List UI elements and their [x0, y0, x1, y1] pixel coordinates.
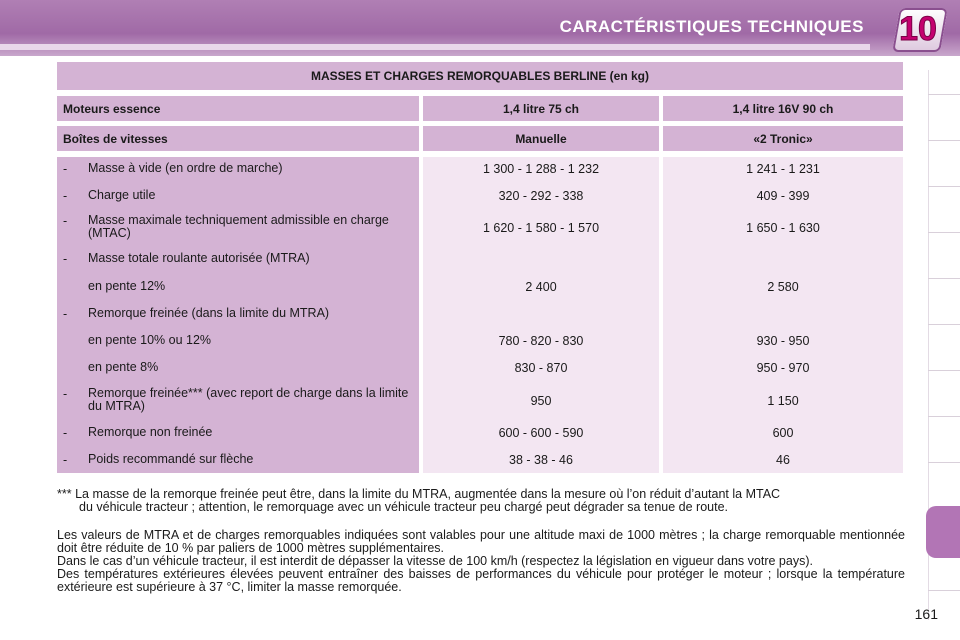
side-tab[interactable] [928, 370, 960, 371]
row-value-col2: 1 241 - 1 231 [746, 162, 820, 176]
gearbox-label: Boîtes de vitesses [57, 126, 419, 151]
row-value-col1: 38 - 38 - 46 [509, 453, 573, 467]
side-tab[interactable] [928, 590, 960, 591]
row-value-col2: 600 [772, 426, 794, 440]
row-label: Remorque freinée (dans la limite du MTRA) [88, 306, 330, 320]
engine-label: Moteurs essence [57, 96, 419, 121]
row-value-col2: 409 - 399 [756, 189, 810, 203]
row-label: Charge utile [88, 188, 156, 202]
row-dash: - [63, 252, 68, 266]
note-altitude: Les valeurs de MTRA et de charges remorquables indiquées sont valables pour une altitude maxi de 1000 mètres ; la charge remorquable mentionnée doit être réduite de 10 % par paliers de 1000 mètres supplémentaires. [57, 528, 905, 555]
row-label: Remorque non freinée [88, 425, 213, 439]
row-label: en pente 8% [88, 360, 159, 374]
gearbox-col1: Manuelle [423, 126, 659, 151]
footnote [57, 488, 905, 514]
side-tab[interactable] [928, 462, 960, 463]
engine-col1: 1,4 litre 75 ch [423, 96, 659, 121]
side-tab[interactable] [928, 416, 960, 417]
row-value-col1: 2 400 [525, 280, 557, 294]
row-label: Masse à vide (en ordre de marche) [88, 161, 283, 175]
footnote-line-2: du véhicule tracteur ; attention, le remorquage avec un véhicule tracteur peu chargé peut dégrader sa tenue de route. [79, 500, 729, 514]
row-label: en pente 12% [88, 279, 166, 293]
row-label: Masse maximale techniquement admissible en charge (MTAC) [88, 213, 389, 240]
gearbox-col2: «2 Tronic» [663, 126, 903, 151]
page-number: 161 [914, 606, 938, 622]
side-tab[interactable] [928, 232, 960, 233]
row-dash: - [63, 426, 68, 440]
row-dash: - [63, 307, 68, 321]
note-temperature: Des températures extérieures élevées peuvent entraîner des baisses de performances du véhicule pour protéger le moteur ; lorsque la température extérieure est supérieure à 37 °C, limiter la masse remorquée. [57, 567, 905, 594]
row-value-col1: 1 300 - 1 288 - 1 232 [482, 162, 600, 176]
chapter-number: 10 [899, 10, 937, 48]
engine-col2: 1,4 litre 16V 90 ch [663, 96, 903, 121]
notes-paragraphs [57, 529, 905, 594]
row-value-col2: 46 [776, 453, 790, 467]
row-value-col2: 1 150 [767, 394, 799, 408]
note-speed: Dans le cas d’un véhicule tracteur, il est interdit de dépasser la vitesse de 100 km/h (respectez la législation en vigueur dans votre pays). [57, 554, 813, 568]
row-dash: - [63, 387, 68, 401]
page-title: CARACTÉRISTIQUES TECHNIQUES [559, 17, 864, 36]
row-label: Poids recommandé sur flèche [88, 452, 254, 466]
side-tab[interactable] [928, 278, 960, 279]
row-value-col1: 1 620 - 1 580 - 1 570 [482, 221, 600, 235]
row-value-col2: 2 580 [767, 280, 799, 294]
row-label: Remorque freinée*** (avec report de charge dans la limite du MTRA) [88, 386, 409, 413]
row-label: en pente 10% ou 12% [88, 333, 212, 347]
header-stripe [0, 44, 870, 50]
row-value-col1: 600 - 600 - 590 [498, 426, 584, 440]
row-value-col2: 1 650 - 1 630 [746, 221, 820, 235]
row-value-col2: 950 - 970 [756, 361, 810, 375]
row-dash: - [63, 162, 68, 176]
side-tab[interactable] [928, 324, 960, 325]
row-value-col1: 780 - 820 - 830 [498, 334, 584, 348]
header-band [0, 0, 960, 56]
row-value-col2: 930 - 950 [756, 334, 810, 348]
row-label: Masse totale roulante autorisée (MTRA) [88, 251, 310, 265]
gearbox-row [57, 126, 903, 151]
row-dash: - [63, 214, 68, 228]
side-tab-active[interactable] [926, 506, 960, 558]
side-tab[interactable] [928, 94, 960, 95]
row-dash: - [63, 189, 68, 203]
side-tab[interactable] [928, 186, 960, 187]
row-value-col1: 830 - 870 [514, 361, 568, 375]
row-value-col1: 950 [530, 394, 552, 408]
table-title: MASSES ET CHARGES REMORQUABLES BERLINE (en kg) [57, 62, 903, 90]
footnote-line-1: *** La masse de la remorque freinée peut être, dans la limite du MTRA, augmentée dans la mesure où l’on réduit d’autant la MTAC [57, 487, 781, 501]
row-dash: - [63, 453, 68, 467]
side-tab[interactable] [928, 140, 960, 141]
engine-row [57, 96, 903, 121]
row-value-col1: 320 - 292 - 338 [498, 189, 584, 203]
